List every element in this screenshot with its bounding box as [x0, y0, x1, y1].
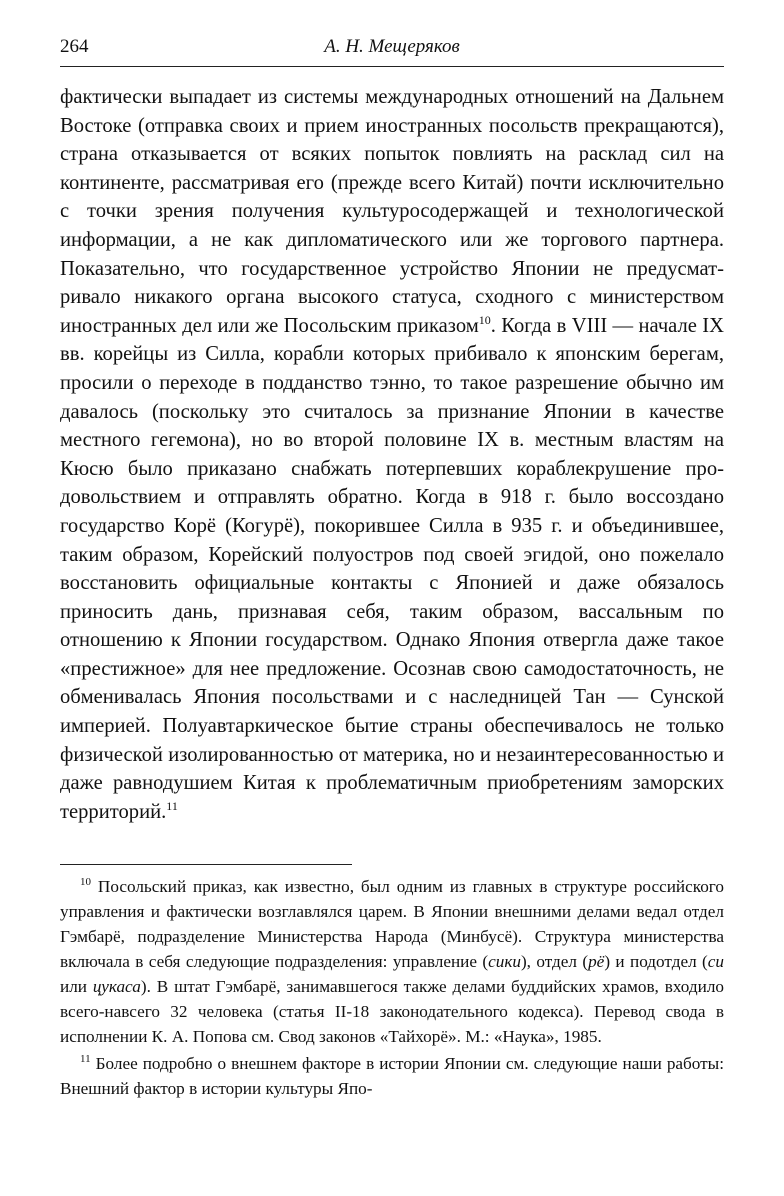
page-number: 264 [60, 36, 89, 57]
footnote-separator [60, 864, 352, 865]
main-text [60, 83, 724, 826]
footnote-text: Посольский приказ, как известно, был одним из главных в структуре российского управления и фактически возглавлялся царем. В Японии внешними делами ведал отдел Гэмбарё, подразделение Министерства Народа (Минбусё). Структура министерства включала в себя следующие подразделения: управление ( [60, 877, 725, 972]
footnote-term: цукаса [92, 977, 141, 997]
footnote-text: ). В штат Гэмбарё, занимавшегося также делами буддийских храмов, входило всего-навсего 32 человека (статья II-18 законодательного кодекса). Перевод свода в исполнении К. А. Попова см. Свод законов «Тайхорё». М.: «Наука», 1985. [60, 977, 724, 1047]
footnote-reference-11: 11 [166, 798, 178, 813]
body-paragraph [60, 83, 724, 826]
running-head [60, 28, 724, 67]
running-head-author: А. Н. Мещеряков [324, 36, 460, 57]
footnote-text: ) и подотдел ( [604, 952, 708, 972]
footnote-number: 11 [80, 1053, 91, 1066]
footnote-reference-10: 10 [478, 312, 491, 327]
footnote-text: Более подробно о внешнем факторе в истории Японии см. следующие наши работы: Внешний фактор в истории культуры Япо- [60, 1054, 724, 1099]
footnote-number: 10 [80, 876, 91, 889]
footnote-10 [60, 874, 724, 1049]
footnote-11 [60, 1051, 724, 1101]
book-page [60, 28, 724, 1101]
footnotes [60, 874, 724, 1101]
footnote-term: си [707, 952, 724, 972]
body-text-part-2: . Когда в VIII — начале IX вв. корейцы из Силла, корабли которых прибивало к японским берегам, просили о переходе в подданство тэнно, то такое разрешение обычно им давалось (поскольку это считалось за признание Японии в качестве местного гегемона), но во второй половине IX в. местным властям на Кюсю было приказано снабжать потерпевших кораблекрушение продовольствием и отправлять обратно. Когда в 918 г. было воссоздано государство Корё (Когурё), покорившее Силла в 935 г. и объединившее, таким образом, Корейский полуостров под своей эгидой, оно пожелало восстановить официальные контакты с Японией и даже обязалось приносить дань, признавая себя, таким образом, вассальным по отношению к Японии государством. Однако Япония отвергла даже такое «престижное» для нее предложение. Осознав свою самодостаточность, не обменивалась Япония посольствами и с наследницей Тан — Сунской империей. Полуавтаркическое бытие страны обеспечивалось не только физической изолированностью от материка, но и незаинтересованностью и даже равнодушием Китая к проблематичным приобретениям заморских территорий. [60, 314, 724, 823]
footnote-term: рё [588, 952, 605, 972]
footnote-text: ), отдел ( [520, 952, 589, 972]
footnote-text: или [60, 977, 93, 997]
body-text-part-1: фактически выпадает из системы международных отношений на Дальнем Востоке (отправка своих и прием иностранных посольств прекращаются), страна отказывается от всяких попыток повлиять на расклад сил на континенте, рассматривая его (прежде всего Китай) почти исключительно с точки зрения получения культуросодержащей и технологической информации, а не как дипломатического или же торгового партнера. Показательно, что государственное устройство Японии не предусматривало никакого органа высокого статуса, сходного с министерством иностранных дел или же Посольским приказом [60, 86, 724, 337]
footnote-term: сики [488, 952, 521, 972]
